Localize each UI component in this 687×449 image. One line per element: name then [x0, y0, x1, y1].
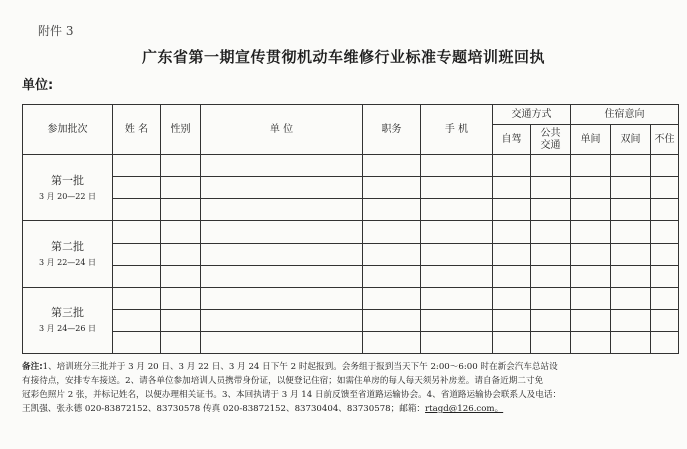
batch-dates: 3 月 22—24 日: [38, 257, 97, 267]
name-cell[interactable]: [113, 221, 161, 243]
gender-cell[interactable]: [161, 221, 201, 243]
gender-cell[interactable]: [161, 309, 201, 331]
batch-name: 第三批: [51, 306, 84, 320]
batch-cell-2: [23, 221, 113, 287]
no-stay-cell[interactable]: [651, 287, 679, 309]
gender-cell[interactable]: [161, 265, 201, 287]
phone-cell[interactable]: [421, 199, 493, 221]
header-lodging: 住宿意向: [571, 105, 679, 125]
public-transit-cell[interactable]: [531, 221, 571, 243]
notes-line-4: [22, 402, 682, 416]
phone-cell[interactable]: [421, 155, 493, 177]
header-single-room: 单间: [571, 125, 611, 155]
phone-cell[interactable]: [421, 287, 493, 309]
notes-line-1: [22, 360, 682, 374]
single-room-cell[interactable]: [571, 155, 611, 177]
name-cell[interactable]: [113, 265, 161, 287]
double-room-cell[interactable]: [611, 331, 651, 353]
phone-cell[interactable]: [421, 309, 493, 331]
name-cell[interactable]: [113, 331, 161, 353]
public-transit-cell[interactable]: [531, 243, 571, 265]
self-drive-cell[interactable]: [493, 287, 531, 309]
no-stay-cell[interactable]: [651, 155, 679, 177]
single-room-cell[interactable]: [571, 221, 611, 243]
unit-cell[interactable]: [201, 155, 363, 177]
batch-dates: 3 月 20—22 日: [38, 191, 97, 201]
self-drive-cell[interactable]: [493, 177, 531, 199]
unit-cell[interactable]: [201, 199, 363, 221]
page-title: 广东省第一期宣传贯彻机动车维修行业标准专题培训班回执: [141, 48, 545, 66]
double-room-cell[interactable]: [611, 287, 651, 309]
header-self-drive: 自驾: [493, 125, 531, 155]
public-transit-cell[interactable]: [531, 199, 571, 221]
no-stay-cell[interactable]: [651, 309, 679, 331]
gender-cell[interactable]: [161, 155, 201, 177]
gender-cell[interactable]: [161, 331, 201, 353]
unit-cell[interactable]: [201, 309, 363, 331]
single-room-cell[interactable]: [571, 309, 611, 331]
self-drive-cell[interactable]: [493, 265, 531, 287]
contact-email-link[interactable]: rtagd@126.com。: [425, 404, 504, 414]
double-room-cell[interactable]: [611, 265, 651, 287]
double-room-cell[interactable]: [611, 199, 651, 221]
no-stay-cell[interactable]: [651, 243, 679, 265]
double-room-cell[interactable]: [611, 309, 651, 331]
double-room-cell[interactable]: [611, 177, 651, 199]
no-stay-cell[interactable]: [651, 199, 679, 221]
gender-cell[interactable]: [161, 243, 201, 265]
self-drive-cell[interactable]: [493, 155, 531, 177]
public-transit-cell[interactable]: [531, 287, 571, 309]
unit-cell[interactable]: [201, 177, 363, 199]
position-cell[interactable]: [363, 199, 421, 221]
header-gender: 性别: [161, 105, 201, 155]
unit-label: 单位:: [22, 78, 54, 93]
header-position: 职务: [363, 105, 421, 155]
name-cell[interactable]: [113, 177, 161, 199]
batch-dates: 3 月 24—26 日: [38, 324, 97, 334]
header-public-transit: [531, 125, 571, 155]
no-stay-cell[interactable]: [651, 221, 679, 243]
gender-cell[interactable]: [161, 287, 201, 309]
header-double-room: 双间: [611, 125, 651, 155]
gender-cell[interactable]: [161, 177, 201, 199]
notes-text-1: 1、培训班分三批并于 3 月 20 日、3 月 22 日、3 月 24 日下午 2 时起报到。会务组于报到当天下午 2:00～6:00 时在新会汽车总站设: [42, 362, 558, 372]
public-transit-cell[interactable]: [531, 155, 571, 177]
unit-cell[interactable]: [201, 265, 363, 287]
single-room-cell[interactable]: [571, 331, 611, 353]
self-drive-cell[interactable]: [493, 331, 531, 353]
notes-line-3: 冠彩色照片 2 张，并标记姓名，以便办理相关证书。3、本回执请于 3 月 14 日前反馈至省道路运输协会。4、省道路运输协会联系人及电话：: [22, 390, 562, 400]
gender-cell[interactable]: [161, 199, 201, 221]
position-cell[interactable]: [363, 221, 421, 243]
public-transit-cell[interactable]: [531, 331, 571, 353]
name-cell[interactable]: [113, 199, 161, 221]
registration-form-table: [22, 104, 679, 354]
position-cell[interactable]: [363, 265, 421, 287]
single-room-cell[interactable]: [571, 199, 611, 221]
no-stay-cell[interactable]: [651, 331, 679, 353]
no-stay-cell[interactable]: [651, 177, 679, 199]
double-room-cell[interactable]: [611, 155, 651, 177]
unit-cell[interactable]: [201, 221, 363, 243]
header-no-stay: 不住: [651, 125, 679, 155]
notes-label: 备注:: [22, 362, 43, 372]
batch-name: 第一批: [51, 173, 84, 187]
self-drive-cell[interactable]: [493, 243, 531, 265]
name-cell[interactable]: [113, 155, 161, 177]
name-cell[interactable]: [113, 243, 161, 265]
public-transit-cell[interactable]: [531, 309, 571, 331]
self-drive-cell[interactable]: [493, 309, 531, 331]
position-cell[interactable]: [363, 331, 421, 353]
phone-cell[interactable]: [421, 331, 493, 353]
header-name: 姓 名: [113, 105, 161, 155]
double-room-cell[interactable]: [611, 243, 651, 265]
public-transit-cell[interactable]: [531, 177, 571, 199]
unit-cell[interactable]: [201, 243, 363, 265]
single-room-cell[interactable]: [571, 287, 611, 309]
header-phone: 手 机: [421, 105, 493, 155]
position-cell[interactable]: [363, 177, 421, 199]
header-batch: 参加批次: [23, 105, 113, 155]
public-transit-cell[interactable]: [531, 265, 571, 287]
position-cell[interactable]: [363, 287, 421, 309]
single-room-cell[interactable]: [571, 177, 611, 199]
self-drive-cell[interactable]: [493, 199, 531, 221]
phone-cell[interactable]: [421, 243, 493, 265]
batch-cell-3: [23, 287, 113, 353]
position-cell[interactable]: [363, 155, 421, 177]
name-cell[interactable]: [113, 287, 161, 309]
public-transit-line2: 交通: [540, 139, 561, 151]
single-room-cell[interactable]: [571, 265, 611, 287]
notes-block: [22, 360, 682, 416]
batch-cell-1: [23, 155, 113, 221]
header-transport: 交通方式: [493, 105, 571, 125]
unit-cell[interactable]: [201, 331, 363, 353]
phone-cell[interactable]: [421, 177, 493, 199]
single-room-cell[interactable]: [571, 243, 611, 265]
position-cell[interactable]: [363, 243, 421, 265]
phone-cell[interactable]: [421, 221, 493, 243]
name-cell[interactable]: [113, 309, 161, 331]
header-unit: 单 位: [201, 105, 363, 155]
double-room-cell[interactable]: [611, 221, 651, 243]
public-transit-line1: 公共: [540, 128, 561, 140]
notes-text-4: 王凯强、张永德 020-83872152、83730578 传真 020-83872152、83730404、83730578；邮箱：: [22, 404, 426, 414]
position-cell[interactable]: [363, 309, 421, 331]
unit-cell[interactable]: [201, 287, 363, 309]
no-stay-cell[interactable]: [651, 265, 679, 287]
notes-line-2: 有接待点，安排专车接送。2、请各单位参加培训人员携带身份证，以便登记住宿；如需住单房的每人每天须另补房差。请自备近期二寸免: [22, 376, 544, 386]
self-drive-cell[interactable]: [493, 221, 531, 243]
attachment-label: 附件 3: [38, 24, 74, 38]
phone-cell[interactable]: [421, 265, 493, 287]
batch-name: 第二批: [51, 240, 84, 254]
